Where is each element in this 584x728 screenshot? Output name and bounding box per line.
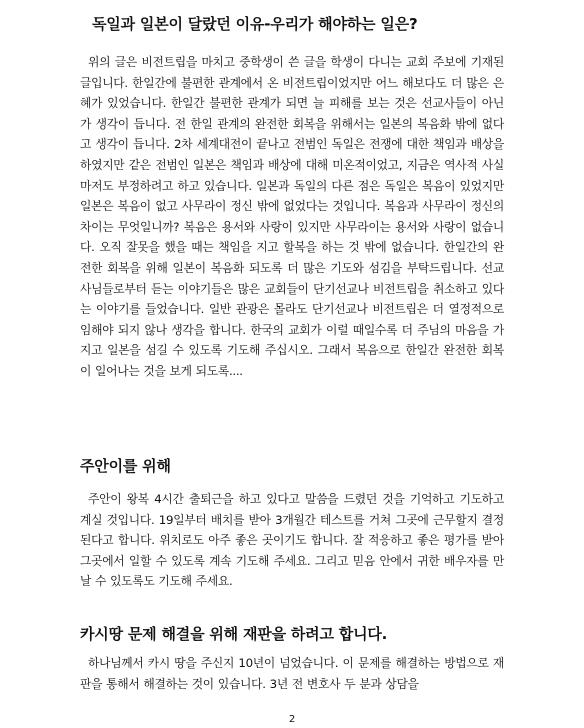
section-paragraph: 주안이 왕복 4시간 출퇴근을 하고 있다고 말씀을 드렸던 것을 기억하고 기도하고 계실 것입니다. 19일부터 배치를 받아 3개월간 테스트를 거쳐 그곳에 근무할지 결정된다고 합니다. 위치로도 아주 좋은 곳이기도 합니다. 잘 적응하고 좋은 평가를 받아 그곳에서 일할 수 있도록 계속 기도해 주세요. 그리고 믿음 안에서 귀한 배우자를 만날 수 있도록도 기도해 주세요. [80,492,504,589]
section-juan [80,456,504,592]
section-kasi-land [80,624,504,694]
section-paragraph: 위의 글은 비전트립을 마치고 중학생이 쓴 글을 학생이 다니는 교회 주보에 기재된 글입니다. 한일간에 불편한 관계에서 온 비전트립이었지만 어느 해보다도 더 많은 은혜가 있었습니다. 한일간 불편한 관계가 되면 늘 피해를 보는 것은 선교사들이 아닌가 생각이 듭니다. 전 한일 관계의 완전한 회복을 위해서는 일본의 복음화 밖에 없다고 생각이 듭니다. 2차 세계대전이 끝나고 전범인 독일은 전쟁에 대한 책임과 배상을 하였지만 같은 전범인 일본은 책임과 배상에 대해 미온적이었고, 지금은 역사적 사실 마저도 부정하려고 하고 있습니다. 일본과 독일의 다른 점은 독일은 복음이 있었지만 일본은 복음이 없고 사무라이 정신 밖에 없었다는 것입니다. 복음과 사무라이 정신의 차이는 무엇일니까? 복음은 용서와 사랑이 있지만 사무라이는 용서와 사랑이 없습니다. 오직 잘못을 했을 때는 책임을 지고 할복을 하는 것 밖에 없습니다. 한일간의 완전한 회복을 위해 일본이 복음화 되도록 더 많은 기도와 섬김을 부탁드립니다. 선교사님들로부터 듣는 이야기들은 많은 교회들이 단기선교나 비전트립을 취소하고 있다는 이야기를 들었습니다. 일반 관광은 몰라도 단기선교나 비전트립은 더 열정적으로 임해야 되지 않나 생각을 합니다. 한국의 교회가 이럴 때일수록 더 주님의 마음을 가지고 일본을 섬길 수 있도록 기도해 주십시오. 그래서 복음으로 한일간 완전한 회복이 일어나는 것을 보게 되도록.... [80,55,504,378]
section-heading: 카시땅 문제 해결을 위해 재판을 하려고 합니다. [80,625,388,643]
section-heading: 독일과 일본이 달랐던 이유-우리가 해야하는 일은? [92,15,418,33]
section-paragraph: 하나님께서 카시 땅을 주신지 10년이 넘었습니다. 이 문제를 해결하는 방법으로 재판을 통해서 해결하는 것이 있습니다. 3년 전 변호사 두 분과 상담을 [80,656,504,691]
section-heading: 주안이를 위해 [80,457,171,475]
section-japan-germany [80,14,504,382]
page-number: 2 [288,714,296,725]
